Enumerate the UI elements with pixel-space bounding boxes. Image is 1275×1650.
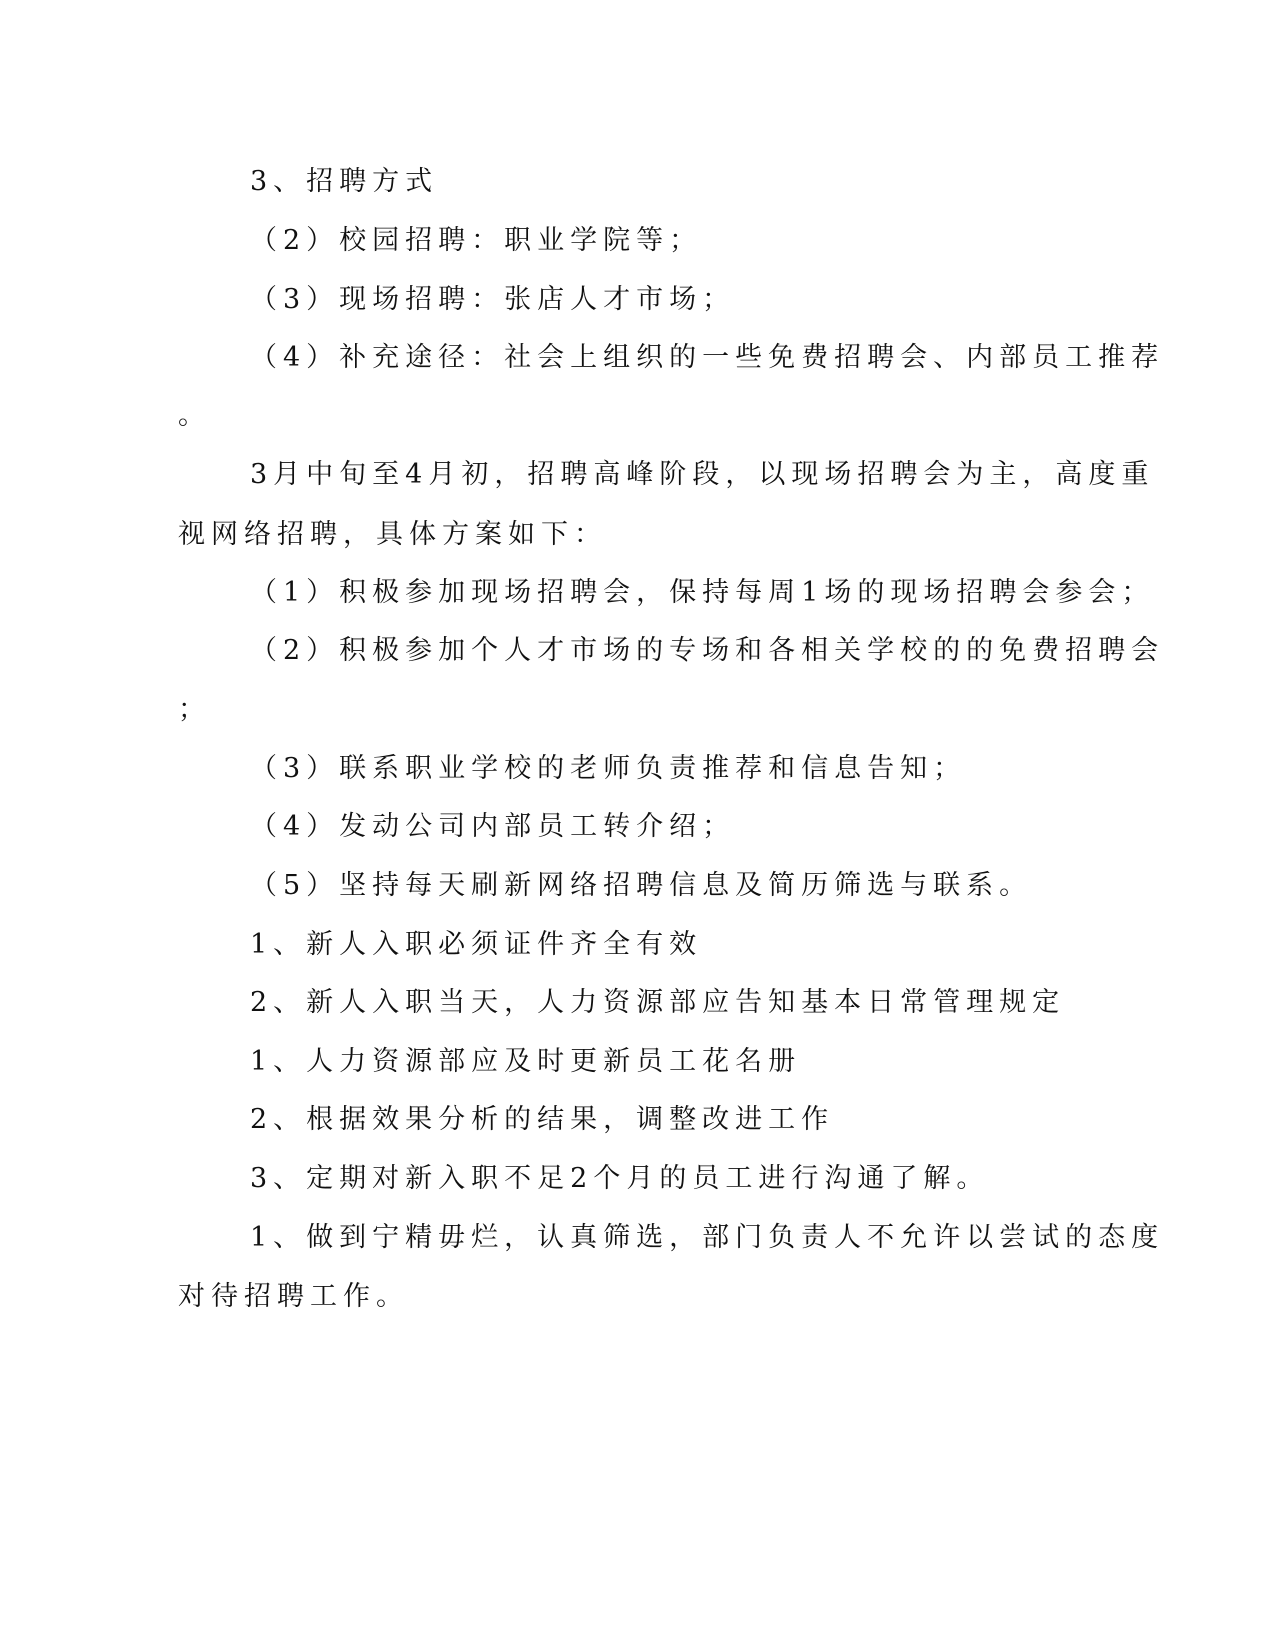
- text-line: 3、招聘方式: [250, 166, 439, 197]
- text-line: ；: [178, 694, 211, 725]
- text-line: （2）校园招聘：职业学院等；: [250, 225, 703, 256]
- text-line: （3）联系职业学校的老师负责推荐和信息告知；: [250, 753, 967, 784]
- text-line: （5）坚持每天刷新网络招聘信息及简历筛选与联系。: [250, 870, 1033, 901]
- text-line: 视网络招聘，具体方案如下：: [178, 519, 607, 550]
- text-line: 2、新人入职当天，人力资源部应告知基本日常管理规定: [250, 987, 1066, 1018]
- text-line: 1、人力资源部应及时更新员工花名册: [250, 1046, 802, 1077]
- text-line: （4）补充途径：社会上组织的一些免费招聘会、内部员工推荐: [250, 342, 1165, 373]
- text-line: （1）积极参加现场招聘会，保持每周1场的现场招聘会参会；: [250, 577, 1155, 608]
- text-line: 3、定期对新入职不足2个月的员工进行沟通了解。: [250, 1163, 990, 1194]
- text-line: （4）发动公司内部员工转介绍；: [250, 811, 736, 842]
- text-line: （3）现场招聘：张店人才市场；: [250, 284, 736, 315]
- text-line: 2、根据效果分析的结果，调整改进工作: [250, 1104, 835, 1135]
- text-line: 。: [178, 400, 211, 431]
- text-line: 1、新人入职必须证件齐全有效: [250, 929, 703, 960]
- text-line: 对待招聘工作。: [178, 1281, 409, 1312]
- text-line: 1、做到宁精毋烂，认真筛选，部门负责人不允许以尝试的态度: [250, 1222, 1165, 1253]
- text-line: 3月中旬至4月初，招聘高峰阶段，以现场招聘会为主，高度重: [250, 459, 1155, 490]
- text-line: （2）积极参加个人才市场的专场和各相关学校的的免费招聘会: [250, 635, 1165, 666]
